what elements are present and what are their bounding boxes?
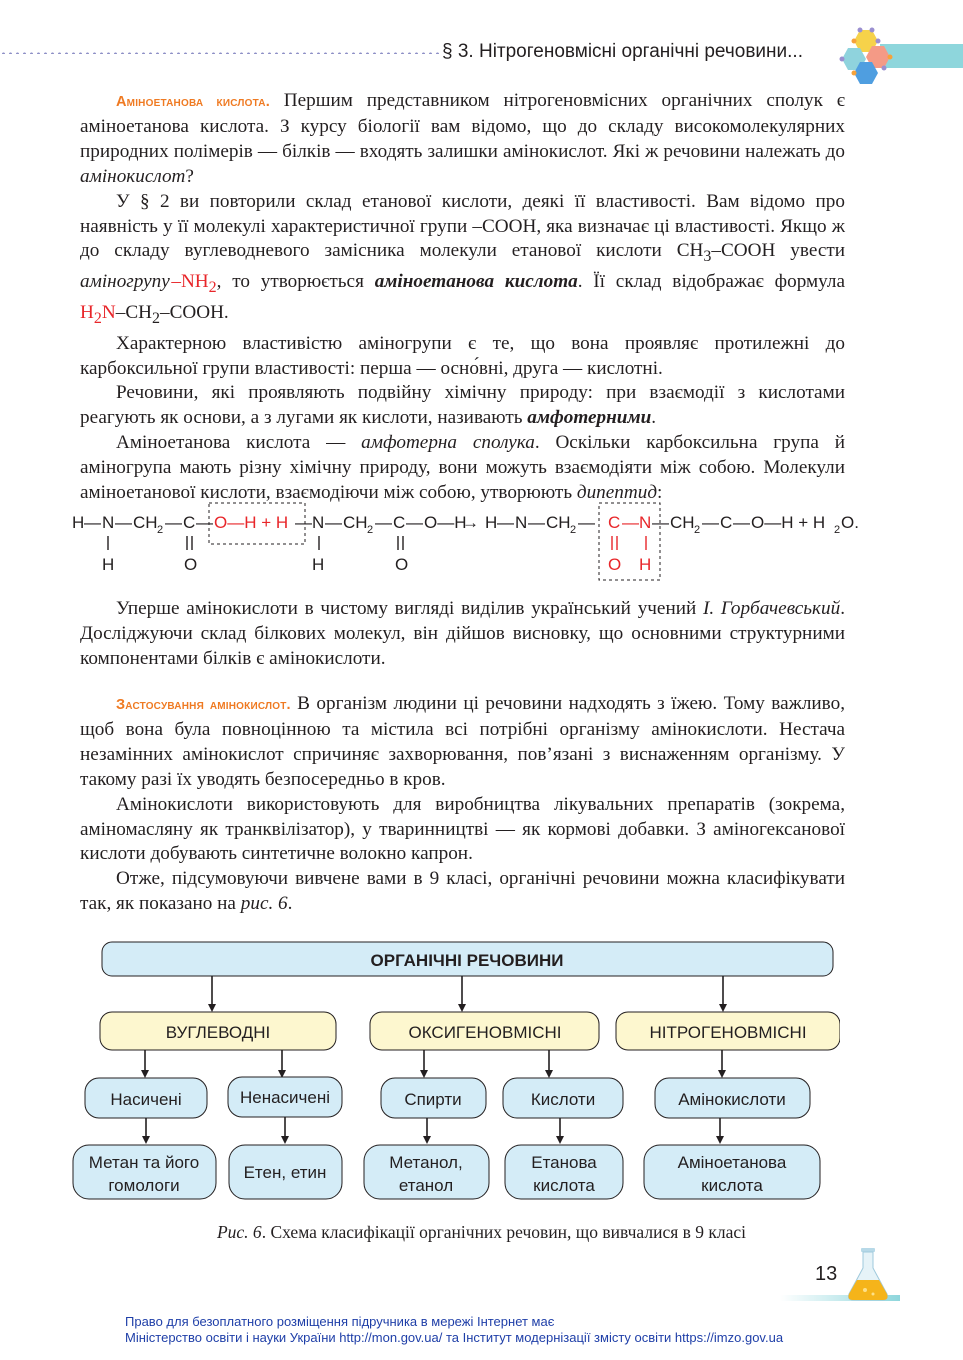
- svg-text:H: H: [485, 513, 498, 532]
- svg-text:C: C: [183, 513, 196, 532]
- svg-text:Метанол,: Метанол,: [389, 1153, 463, 1172]
- svg-text:—: —: [325, 513, 342, 532]
- svg-text:C: C: [720, 513, 733, 532]
- section-heading-aminoethanoic: Аміноетанова кислота.: [116, 94, 270, 110]
- svg-text:Ненасичені: Ненасичені: [239, 1088, 331, 1107]
- svg-text:Етанова: Етанова: [531, 1153, 597, 1172]
- peptide-bond-n: N: [639, 513, 652, 532]
- svg-text:НІТРОГЕНОВМІСНІ: НІТРОГЕНОВМІСНІ: [649, 1023, 807, 1042]
- eliminated-water-atoms: O—H + H: [214, 513, 289, 532]
- paragraph-7: Застосування амінокислот. В організм людини ці речовини надходять з їжею. Тому важливо, щоб вона була повноцінною та містила всі потрібні організму амінокислоти. Нестача незамінних амінокислот спричиняє захворювання, пов’язані з виснаженням організму. У такому разі їх уводять безпосередньо в кров.: [80, 693, 846, 790]
- text-block-gorbachevsky: [80, 597, 845, 672]
- svg-text:CH: CH: [670, 513, 695, 532]
- page-number: 13: [815, 1263, 838, 1285]
- svg-text:O—H + H: O—H + H: [751, 513, 826, 532]
- text-block-application: [80, 692, 845, 917]
- svg-text:—: —: [733, 513, 750, 532]
- svg-text:H: H: [72, 513, 85, 532]
- svg-text:Насичені: Насичені: [110, 1090, 182, 1109]
- svg-text:CH: CH: [343, 513, 368, 532]
- svg-text:—: —: [295, 513, 312, 532]
- svg-text:2: 2: [570, 524, 577, 536]
- paragraph-5: Аміноетанова кислота — амфотерна сполука. Оскільки карбоксильна група й аміногрупа мають різну хімічну природу, вони можуть взаємодіяти між собою. Молекули аміноетанової кислоти, взаємодіючи між собою, утворюють дипептид:: [80, 432, 846, 504]
- svg-text:—: —: [702, 513, 719, 532]
- svg-text:Спирти: Спирти: [404, 1090, 462, 1109]
- svg-text:—: —: [84, 513, 101, 532]
- svg-text:O—H: O—H: [424, 513, 467, 532]
- reactant-2: [312, 513, 467, 574]
- svg-text:N: N: [312, 513, 325, 532]
- svg-text:—: —: [578, 513, 595, 532]
- svg-text:O.: O.: [841, 513, 859, 532]
- svg-text:ОКСИГЕНОВМІСНІ: ОКСИГЕНОВМІСНІ: [408, 1023, 562, 1042]
- paragraph-6: Уперше амінокислоти в чистому вигляді виділив український учений І. Горбачевський. Досліджуючи склад білкових молекул, він дійшов висновку, що основними структурними компонентами білків є амінокислоти.: [80, 598, 845, 669]
- figure-caption: Рис. 6. Схема класифікації органічних речовин, що вивчалися в 9 класі: [216, 1222, 747, 1242]
- paragraph-9: Отже, підсумовуючи вивчене вами в 9 класі, органічні речовини можна класифікувати так, як показано на рис. 6.: [80, 868, 845, 915]
- footer-notice: [125, 1314, 783, 1346]
- paragraph-4: Речовини, які проявляють подвійну хімічну природу: при взаємодії з кислотами реагують як основи, а з лугами як кислоти, називають амфотерними.: [80, 382, 845, 429]
- svg-text:2: 2: [367, 524, 374, 536]
- root-label: ОРГАНІЧНІ РЕЧОВИНИ: [370, 951, 564, 970]
- paragraph-2: У § 2 ви повторили склад етанової кислоти, деякі її властивості. Вам відомо про наявність у її молекулі характеристичної групи –COOH, яка визначає ці властивості. Якщо ж до складу вуглеводневого замісника молекули етанової кислоти $CH_3$–COOH увести аміногрупу $-NH_2$, то утворюється аміноетанова кислота. Її склад відображає формула $H_2N-CH_2$–COOH.: [80, 190, 846, 327]
- svg-text:—: —: [165, 513, 182, 532]
- svg-text:Метан та його: Метан та його: [88, 1153, 200, 1172]
- paragraph-8: Амінокислоти використовують для виробництва лікувальних препаратів (зокрема, аміномасляну як транквілізатор), у тваринництві — як кормові добавки. З аміногексанової кислоти добувають синтетичне волокно капрон.: [80, 793, 845, 865]
- svg-text:O: O: [395, 555, 409, 574]
- svg-text:N: N: [102, 513, 115, 532]
- reaction-arrow: →: [462, 513, 479, 532]
- svg-text:Аміноетанова: Аміноетанова: [677, 1153, 787, 1172]
- svg-text:O: O: [184, 555, 198, 574]
- classification-diagram: [70, 938, 840, 1208]
- svg-text:—: —: [115, 513, 132, 532]
- svg-text:—: —: [528, 513, 545, 532]
- svg-text:—: —: [406, 513, 423, 532]
- svg-text:—: —: [652, 513, 669, 532]
- section-heading-application: Застосування амінокислот.: [116, 697, 291, 713]
- svg-text:N: N: [515, 513, 528, 532]
- svg-text:Амінокислоти: Амінокислоти: [678, 1090, 786, 1109]
- svg-text:—: —: [622, 513, 639, 532]
- svg-text:ВУГЛЕВОДНІ: ВУГЛЕВОДНІ: [165, 1023, 271, 1042]
- product-dipeptide: [485, 513, 859, 574]
- svg-text:H: H: [639, 555, 652, 574]
- molecule-logo-icon: [838, 26, 900, 84]
- svg-text:етанол: етанол: [398, 1176, 454, 1195]
- header-dotted-rule: [0, 52, 440, 54]
- flask-icon: [845, 1246, 891, 1302]
- footer-line-2: Міністерство освіти і науки України http://mon.gov.ua/ та Інститут модернізації змісту освіти https://imzo.gov.ua: [125, 1330, 784, 1345]
- svg-text:O: O: [608, 555, 622, 574]
- paragraph-1: Аміноетанова кислота. Першим представником нітрогеновмісних органічних сполук є аміноетанова кислота. З курсу біології вам відомо, що до складу високомолекулярних природних полімерів — білків — входять залишки амінокислот. Які ж речовини належать до амінокислот?: [80, 90, 845, 187]
- footer-line-1: Право для безоплатного розміщення підручника в мережі Інтернет має: [125, 1314, 555, 1329]
- svg-text:2: 2: [157, 524, 164, 536]
- svg-text:кислота: кислота: [533, 1176, 595, 1195]
- svg-text:2: 2: [694, 524, 701, 536]
- svg-text:—: —: [196, 513, 213, 532]
- peptide-bond-c: C: [608, 513, 621, 532]
- svg-text:—: —: [375, 513, 392, 532]
- text-block-aminoethanoic: [80, 89, 845, 506]
- svg-text:Етен, етин: Етен, етин: [243, 1163, 327, 1182]
- svg-text:2: 2: [834, 524, 841, 536]
- dipeptide-equation: [72, 500, 872, 590]
- paragraph-3: Характерною властивістю аміногрупи є те, що вона проявляє протилежні до карбоксильної групи властивості: перша — осно́вні, друга — кислотні.: [80, 332, 845, 379]
- reactant-1: [72, 513, 312, 574]
- svg-text:кислота: кислота: [701, 1176, 763, 1195]
- svg-text:—: —: [497, 513, 514, 532]
- svg-text:H: H: [102, 555, 115, 574]
- svg-text:Кислоти: Кислоти: [530, 1090, 596, 1109]
- svg-text:гомологи: гомологи: [108, 1176, 180, 1195]
- running-header: § 3. Нітрогеновмісні органічні речовини...: [442, 41, 803, 62]
- svg-text:CH: CH: [546, 513, 571, 532]
- svg-text:C: C: [393, 513, 406, 532]
- svg-text:H: H: [312, 555, 325, 574]
- svg-text:CH: CH: [133, 513, 158, 532]
